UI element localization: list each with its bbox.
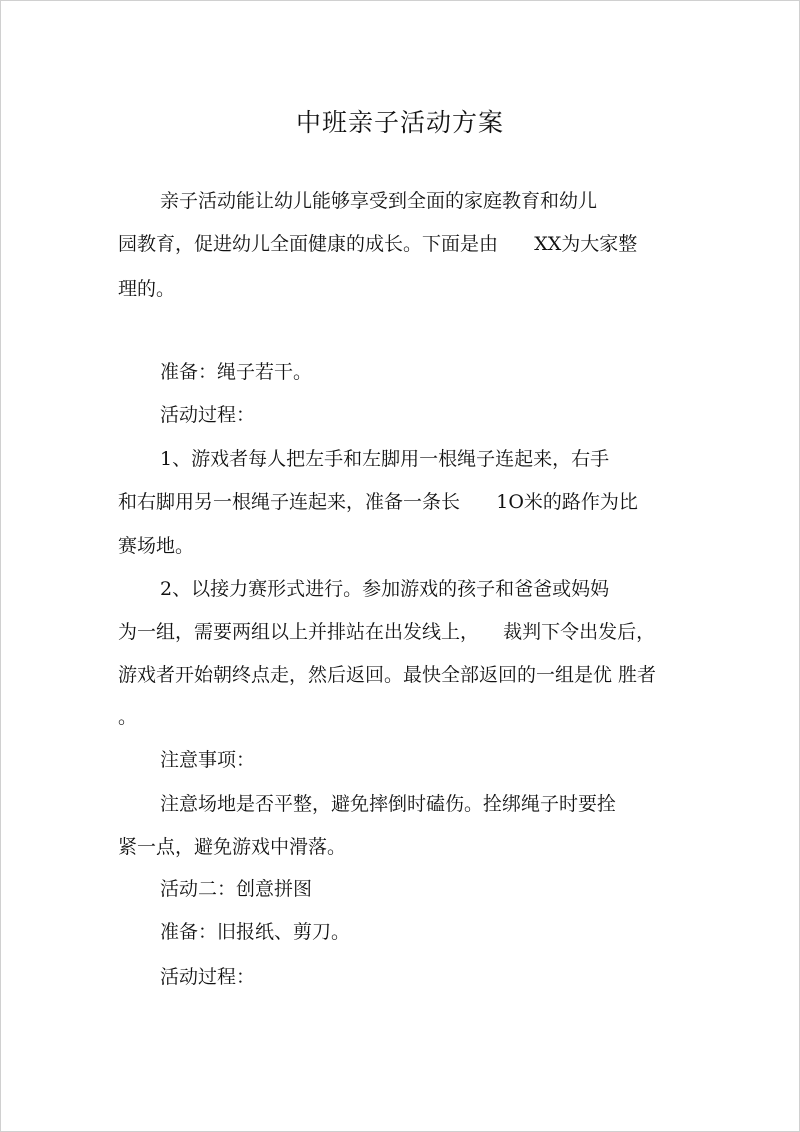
step-2-line-3: 游戏者开始朝终点走，然后返回。最快全部返回的一组是优 胜者 — [118, 664, 657, 686]
activity-2-heading: 活动二：创意拼图 — [160, 878, 313, 900]
step-1-line-2: 和右脚用另一根绳子连起来，准备一条长 1O米的路作为比 — [118, 491, 638, 513]
step-2-line-4: 。 — [118, 706, 138, 728]
step-2-line-2: 为一组，需要两组以上并排站在出发线上， 裁判下令出发后， — [118, 621, 656, 643]
process-heading: 活动过程： — [160, 404, 256, 426]
notes-line-1: 注意场地是否平整，避免摔倒时磕伤。拴绑绳子时要拴 — [160, 793, 617, 815]
step-1-line-1: 1、游戏者每人把左手和左脚用一根绳子连起来，右手 — [160, 448, 610, 470]
document-title: 中班亲子活动方案 — [295, 108, 504, 137]
activity-2-process-heading: 活动过程： — [160, 966, 256, 988]
step-1-line-3: 赛场地。 — [118, 535, 195, 557]
intro-line-2: 园教育，促进幼儿全面健康的成长。下面是由 XX为大家整 — [118, 233, 638, 255]
step-2-line-1: 2、以接力赛形式进行。参加游戏的孩子和爸爸或妈妈 — [160, 578, 610, 600]
notes-line-2: 紧一点，避免游戏中滑落。 — [118, 836, 347, 858]
intro-line-3: 理的。 — [118, 278, 176, 300]
intro-line-1: 亲子活动能让幼儿能够享受到全面的家庭教育和幼儿 — [160, 190, 598, 212]
preparation-line: 准备：绳子若干。 — [160, 361, 313, 383]
activity-2-preparation: 准备：旧报纸、剪刀。 — [160, 921, 351, 943]
notes-heading: 注意事项： — [160, 749, 256, 771]
